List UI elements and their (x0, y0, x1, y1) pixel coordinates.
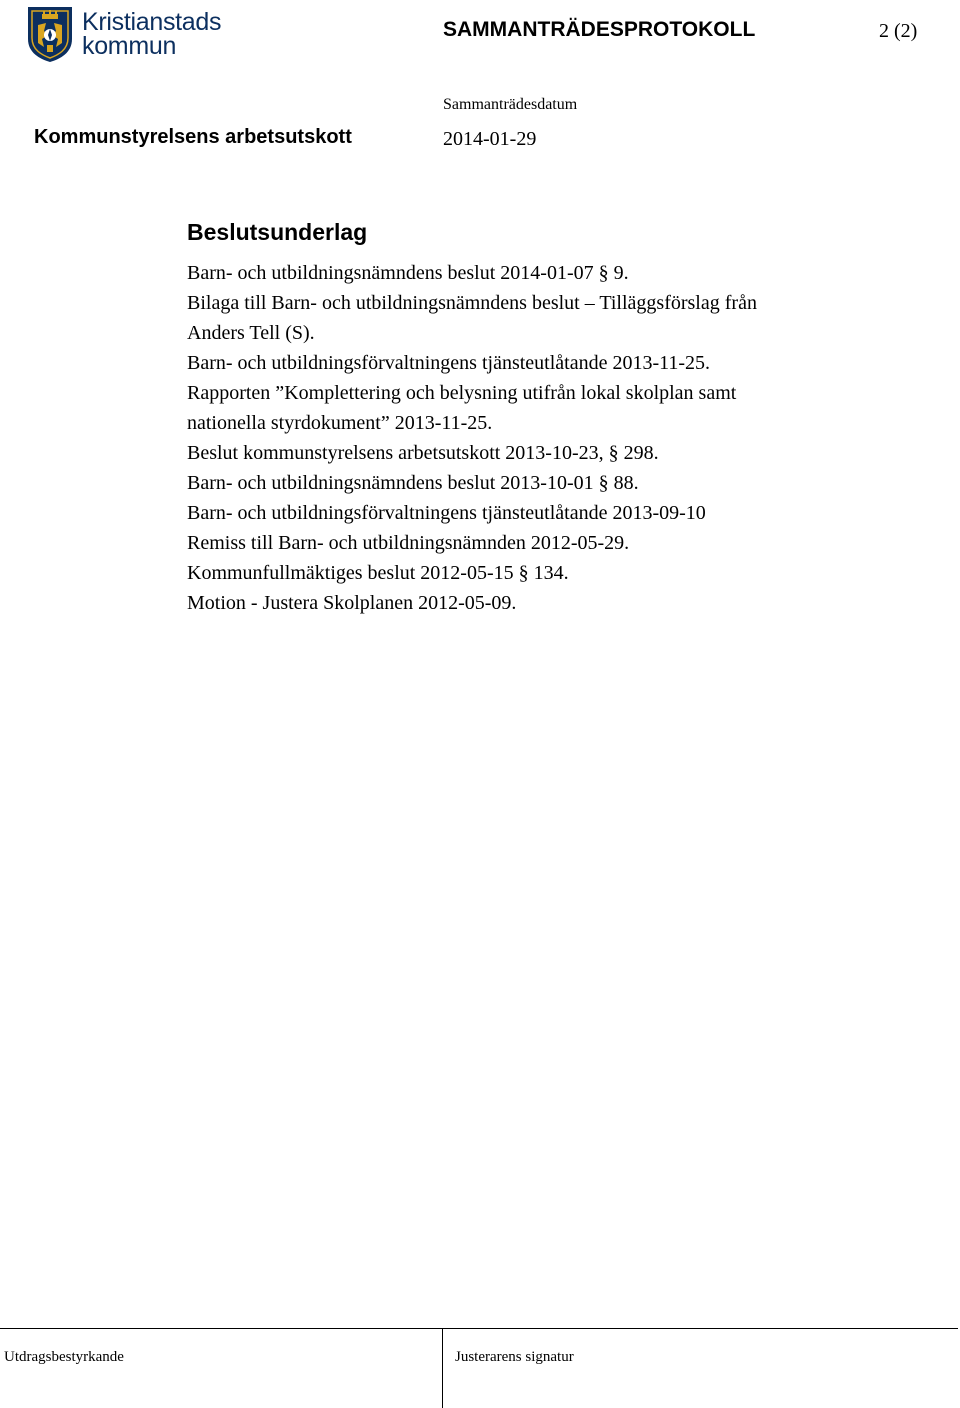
org-name-line2: kommun (82, 32, 177, 60)
footer-divider (0, 1328, 958, 1329)
list-item: Remiss till Barn- och utbildningsnämnden 2012-05-29. (187, 532, 630, 554)
meeting-date-label: Sammanträdesdatum (443, 96, 578, 113)
list-item: Barn- och utbildningsförvaltningens tjänsteutlåtande 2013-11-25. (187, 352, 711, 374)
decision-basis-list (187, 258, 847, 618)
committee-name: Kommunstyrelsens arbetsutskott (34, 126, 352, 148)
municipality-logo (26, 5, 221, 63)
list-item: Barn- och utbildningsnämndens beslut 2014-01-07 § 9. (187, 262, 629, 284)
org-name-line1: Kristianstads (82, 8, 222, 36)
list-item: Beslut kommunstyrelsens arbetsutskott 2013-10-23, § 298. (187, 442, 659, 464)
document-title: SAMMANTRÄDESPROTOKOLL (443, 18, 756, 41)
adjuster-signature-label: Justerarens signatur (455, 1349, 574, 1365)
list-item: Rapporten ”Komplettering och belysning utifrån lokal skolplan samt (187, 382, 737, 404)
list-item: Anders Tell (S). (187, 322, 315, 344)
list-item: Barn- och utbildningsnämndens beslut 2013-10-01 § 88. (187, 472, 639, 494)
page-number: 2 (2) (879, 20, 918, 42)
list-item: Motion - Justera Skolplanen 2012-05-09. (187, 592, 517, 614)
extract-certification-label: Utdragsbestyrkande (4, 1349, 124, 1365)
section-heading: Beslutsunderlag (187, 219, 368, 245)
footer-column-divider (442, 1328, 443, 1408)
org-name (82, 10, 221, 58)
coat-of-arms-icon (26, 5, 74, 63)
list-item: Bilaga till Barn- och utbildningsnämndens beslut – Tilläggsförslag från (187, 292, 757, 314)
list-item: nationella styrdokument” 2013-11-25. (187, 412, 493, 434)
list-item: Barn- och utbildningsförvaltningens tjänsteutlåtande 2013-09-10 (187, 502, 706, 524)
meeting-date: 2014-01-29 (443, 128, 537, 150)
list-item: Kommunfullmäktiges beslut 2012-05-15 § 134. (187, 562, 569, 584)
